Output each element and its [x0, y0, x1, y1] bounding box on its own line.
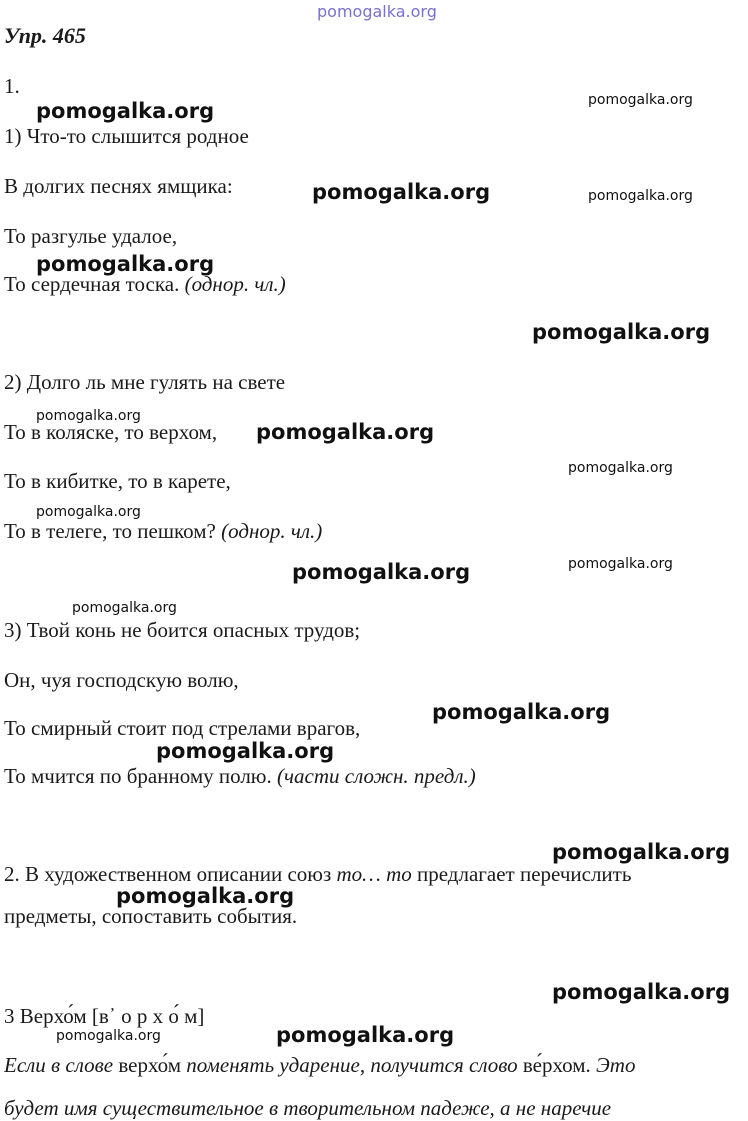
section-3-p1: Если в слове	[4, 1053, 114, 1077]
section-3-p3: Это	[596, 1053, 636, 1077]
poem3-line-4	[4, 764, 476, 788]
poem3-note: (части сложн. предл.)	[277, 764, 476, 788]
watermark: pomogalka.org	[568, 460, 673, 476]
section-3-p2: поменять ударение, получится слово	[186, 1053, 518, 1077]
section-3-w2: ве́рхом.	[522, 1053, 591, 1077]
poem3-last-line: То мчится по бранному полю.	[4, 764, 272, 788]
poem2-line-4	[4, 519, 322, 543]
section-2-before: 2. В художественном описании союз	[4, 862, 332, 886]
poem2-note: (однор. чл.)	[221, 519, 323, 543]
watermark: pomogalka.org	[36, 99, 215, 123]
section-3-line-1	[4, 1053, 635, 1077]
watermark: pomogalka.org	[532, 320, 711, 344]
section-2-after: предлагает перечислить	[417, 862, 632, 886]
watermark: pomogalka.org	[588, 188, 693, 204]
watermark: pomogalka.org	[72, 600, 177, 616]
watermark: pomogalka.org	[156, 739, 335, 763]
poem3-line-3: То смирный стоит под стрелами врагов,	[4, 716, 361, 740]
watermark: pomogalka.org	[116, 884, 295, 908]
watermark: pomogalka.org	[588, 92, 693, 108]
watermark: pomogalka.org	[276, 1023, 455, 1047]
section-2-line-2: предметы, сопоставить события.	[4, 904, 298, 928]
poem3-line-2: Он, чуя господскую волю,	[4, 668, 239, 692]
section-3-w1: верхо́м	[118, 1053, 182, 1077]
watermark: pomogalka.org	[292, 560, 471, 584]
section-2-union: то… то	[336, 862, 412, 886]
poem2-last-line: То в телеге, то пешком?	[4, 519, 216, 543]
poem2-line-1: 2) Долго ль мне гулять на свете	[4, 370, 286, 394]
watermark: pomogalka.org	[36, 408, 141, 424]
section-1-number: 1.	[4, 74, 20, 98]
poem2-line-3: То в кибитке, то в карете,	[4, 469, 231, 493]
watermark: pomogalka.org	[256, 420, 435, 444]
section-2-line-1	[4, 862, 631, 886]
poem1-note: (однор. чл.)	[184, 272, 286, 296]
poem1-line-2: В долгих песнях ямщика:	[4, 174, 233, 198]
poem2-line-2: То в коляске, то верхом,	[4, 420, 218, 444]
section-3-heading: 3 Верхо́м [в᾽ о р х о́ м]	[4, 1004, 205, 1028]
watermark: pomogalka.org	[36, 504, 141, 520]
section-3-line-2: будет имя существительное в творительном падеже, а не наречие	[4, 1096, 612, 1120]
watermark: pomogalka.org	[552, 840, 731, 864]
poem1-last-line: То сердечная тоска.	[4, 272, 180, 296]
poem1-line-1: 1) Что-то слышится родное	[4, 124, 249, 148]
poem1-line-3: То разгулье удалое,	[4, 224, 178, 248]
watermark: pomogalka.org	[36, 252, 215, 276]
watermark: pomogalka.org	[312, 180, 491, 204]
watermark: pomogalka.org	[432, 700, 611, 724]
poem3-line-1: 3) Твой конь не боится опасных трудов;	[4, 618, 361, 642]
site-link[interactable]: pomogalka.org	[317, 2, 437, 21]
exercise-title: Упр. 465	[4, 23, 86, 48]
watermark: pomogalka.org	[56, 1028, 161, 1044]
watermark: pomogalka.org	[568, 556, 673, 572]
watermark: pomogalka.org	[552, 980, 731, 1004]
